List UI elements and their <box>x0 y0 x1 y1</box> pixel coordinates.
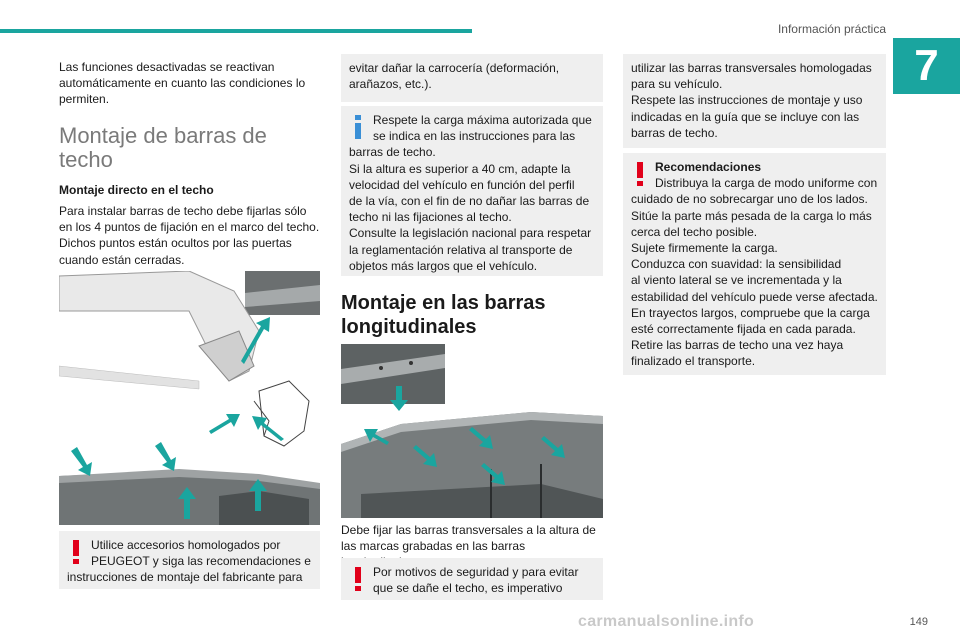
text-line: la reglamentación relativa al transporte de <box>349 242 573 257</box>
text-line: Sitúe la parte más pesada de la carga lo más <box>631 208 872 223</box>
text-line: Retire las barras de techo una vez haya <box>631 338 844 353</box>
text-line: al viento lateral se ve incrementada y la <box>631 273 842 288</box>
text-line: velocidad del vehículo en función del perfil <box>349 177 575 192</box>
text-line: permiten. <box>59 92 110 107</box>
text-line: instrucciones de montaje del fabricante para <box>67 570 303 585</box>
text-line: esté correctamente fijada en cada parada. <box>631 322 856 337</box>
watermark: carmanualsonline.info <box>578 613 755 630</box>
text-line: para su vehículo. <box>631 77 723 92</box>
text-line: Utilice accesorios homologados por <box>91 538 281 552</box>
heading-line: Montaje de barras de <box>59 123 267 148</box>
text-line: PEUGEOT y siga las recomendaciones e <box>91 554 311 569</box>
text-line: Distribuya la carga de modo uniforme con <box>655 176 878 191</box>
subheading: Montaje directo en el techo <box>59 183 214 197</box>
text-line: Dichos puntos están ocultos por las puertas <box>59 236 292 251</box>
text-line: Las funciones desactivadas se reactivan <box>59 60 275 74</box>
text-line: Respete las instrucciones de montaje y uso <box>631 93 863 108</box>
text-line: En trayectos largos, compruebe que la carga <box>631 305 870 320</box>
text-line: objetos más largos que el vehículo. <box>349 258 538 273</box>
text-line: Consulte la legislación nacional para respetar <box>349 226 592 241</box>
continued-box <box>341 54 603 102</box>
page-number: 149 <box>909 616 928 628</box>
text-line: se indica en las instrucciones para las <box>373 129 576 144</box>
section-title: Información práctica <box>777 22 886 36</box>
text-line: barras de techo. <box>631 125 718 140</box>
text-line: cuidado de no sobrecargar uno de los lados. <box>631 192 868 207</box>
header-accent-bar <box>0 29 472 33</box>
text-line: en los 4 puntos de fijación en el marco del techo. <box>59 220 320 235</box>
text-line: techo ni las fijaciones al techo. <box>349 210 512 225</box>
roof-fixing-illustration <box>59 271 320 525</box>
text-line: cuando están cerradas. <box>59 252 185 267</box>
text-line: utilizar las barras transversales homologadas <box>631 61 872 75</box>
text-line: que se dañe el techo, es imperativo <box>373 581 563 596</box>
text-line: Para instalar barras de techo debe fijarlas sólo <box>59 204 307 218</box>
recommendations-box <box>623 153 886 375</box>
heading-line: Montaje en las barras <box>341 292 546 314</box>
text-line: Si la altura es superior a 40 cm, adapte la <box>349 161 571 176</box>
text-line: barras de techo. <box>349 145 436 160</box>
longitudinal-bars-illustration <box>341 344 603 518</box>
text-line: indicadas en la guía que se incluye con las <box>631 109 860 124</box>
text-line: Respete la carga máxima autorizada que <box>373 113 592 127</box>
text-line: Por motivos de seguridad y para evitar <box>373 565 579 579</box>
heading-line: longitudinales <box>341 316 477 338</box>
text-line: evitar dañar la carrocería (deformación, <box>349 61 560 75</box>
continued-box-3 <box>623 54 886 148</box>
text-line: las marcas grabadas en las barras <box>341 539 526 554</box>
section-heading-2 <box>341 291 603 339</box>
section-heading <box>59 124 324 172</box>
intro-text <box>59 59 324 108</box>
paragraph <box>59 203 324 268</box>
warning-box-2 <box>341 558 603 600</box>
heading-line: techo <box>59 147 113 172</box>
text-line: de la vía, con el fin de no dañar las barras de <box>349 194 590 209</box>
text-line: cerca del techo posible. <box>631 224 758 239</box>
text-line: Debe fijar las barras transversales a la altura de <box>341 523 596 537</box>
text-line: Conduzca con suavidad: la sensibilidad <box>631 257 842 272</box>
recommendations-title: Recomendaciones <box>655 160 762 174</box>
info-box <box>341 106 603 276</box>
text-line: estabilidad del vehículo puede verse afectada. <box>631 289 878 304</box>
text-line: arañazos, etc.). <box>349 77 432 92</box>
text-line: automáticamente en cuanto las condiciones lo <box>59 76 306 91</box>
warning-box <box>59 531 320 589</box>
text-line: finalizado el transporte. <box>631 354 756 369</box>
text-line: Sujete firmemente la carga. <box>631 241 778 256</box>
chapter-tab: 7 <box>893 38 960 94</box>
